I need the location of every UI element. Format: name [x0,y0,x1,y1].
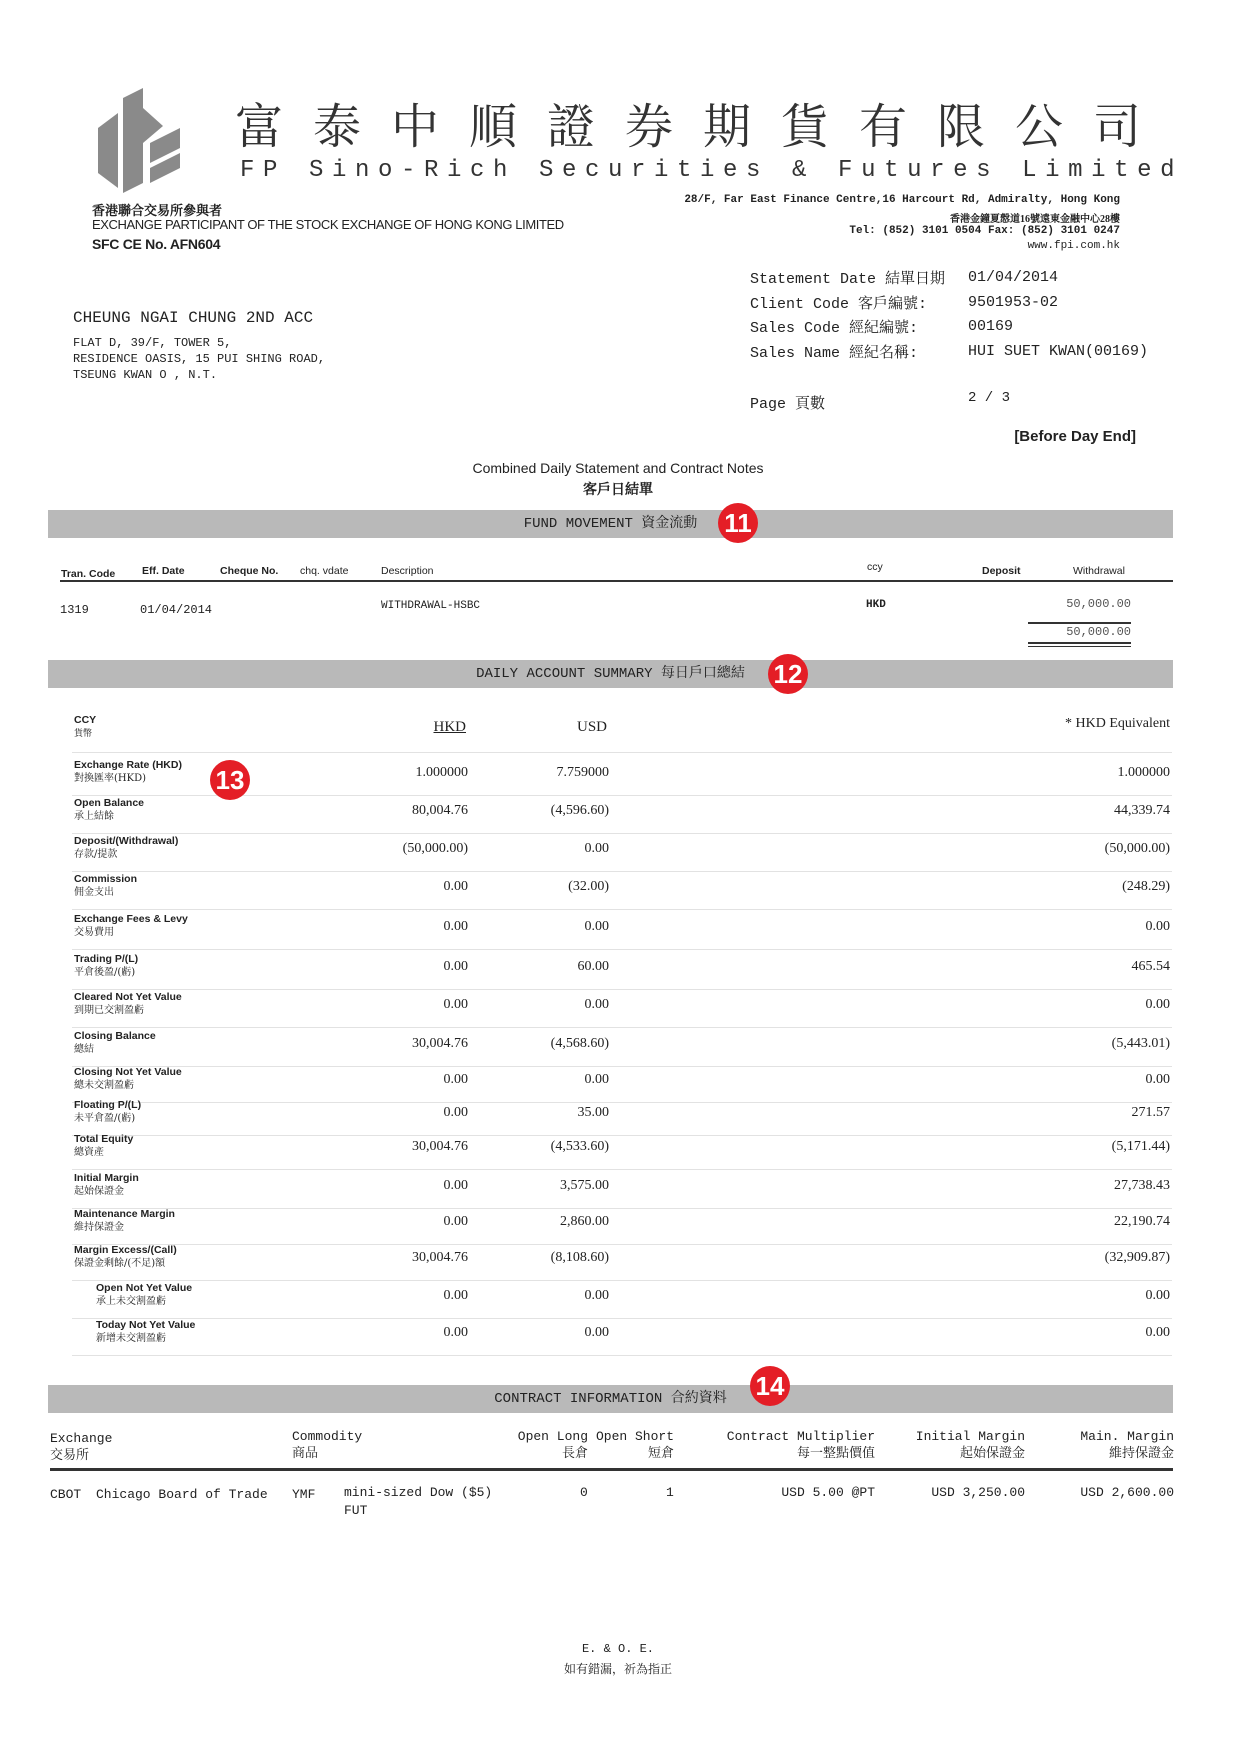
commodity-type: FUT [344,1503,368,1518]
commodity-code: YMF [292,1487,316,1502]
usd-value: 35.00 [577,1105,609,1120]
fund-movement-header [48,510,1173,538]
col-tran-code: Tran. Code [61,568,116,580]
row-label-zh: 存款/提款 [74,849,118,860]
statement-info-labels [750,268,945,366]
col-commodity [292,1428,362,1462]
row-label-en: Closing Balance [74,1030,156,1042]
usd-value: (8,108.60) [550,1250,609,1265]
row-label-zh: 交易費用 [74,927,114,938]
row-label-zh: 承上結餘 [74,811,114,822]
col-open-long [518,1428,588,1462]
col-main-margin [1080,1428,1174,1462]
col-description: Description [381,565,434,577]
col-eff-date: Eff. Date [142,565,185,577]
footer-eoe-zh: 如有錯漏，祈為指正 [563,1662,672,1676]
header-en: Open Long [517,1429,588,1444]
section-title: CONTRACT INFORMATION 合約資料 [494,1391,727,1407]
col-open-short [596,1428,674,1462]
usd-value: (4,568.60) [550,1036,609,1051]
hkd-value: 0.00 [443,1325,468,1340]
header-en: Open Short [595,1429,674,1444]
address-zh: 香港金鐘夏慤道16號遠東金融中心28樓 [950,214,1120,225]
usd-value: 7.759000 [556,765,609,780]
contract-info-header [48,1385,1173,1413]
row-label-zh: 保證金剩餘/(不足)額 [74,1258,166,1269]
divider [60,580,1173,582]
hkd-value: 0.00 [443,1288,468,1303]
annotation-badge: 13 [210,760,250,800]
summary-row [72,1170,1172,1209]
ccy-label [74,714,96,739]
document-title-zh: 客戶日結單 [583,481,653,497]
row-label [74,835,178,861]
hkd-equivalent-value: 465.54 [1131,959,1170,974]
hkd-equivalent-value: 0.00 [1145,1288,1170,1303]
sales-code-label: Sales Code 經紀編號: [750,320,919,337]
row-label-zh: 佣金支出 [74,887,114,898]
divider [1028,622,1131,624]
tran-code: 1319 [60,603,89,617]
row-label-zh: 未平倉盈/(虧) [74,1113,136,1124]
open-short: 1 [666,1485,674,1500]
row-label [74,873,137,899]
row-label [74,1133,133,1159]
hkd-value: (50,000.00) [402,841,468,856]
divider [72,752,1172,753]
header-zh: 交易所 [50,1448,90,1463]
row-label-en: Maintenance Margin [74,1208,175,1220]
row-label-en: Initial Margin [74,1172,139,1184]
hkd-equivalent-value: 0.00 [1145,919,1170,934]
header-en: Exchange [50,1431,113,1446]
row-label-en: Exchange Rate (HKD) [74,759,182,771]
summary-row [72,951,1172,990]
initial-margin: USD 3,250.00 [931,1485,1025,1500]
summary-row [72,911,1172,950]
col-initial-margin [916,1428,1025,1462]
row-label-en: Commission [74,873,138,885]
hkd-value: 80,004.76 [412,803,468,818]
address-line: RESIDENCE OASIS, 15 PUI SHING ROAD, [73,352,326,366]
col-contract-multiplier [727,1428,875,1462]
col-hkd: HKD [433,719,466,735]
hkd-value: 0.00 [443,1105,468,1120]
header-en: Initial Margin [915,1429,1025,1444]
footer-eoe: E. & O. E. [581,1642,654,1656]
hkd-equivalent-value: (248.29) [1122,879,1170,894]
hkd-value: 0.00 [443,1214,468,1229]
summary-row [72,989,1172,1028]
ccy-label-en: CCY [74,714,97,726]
usd-value: 0.00 [584,919,609,934]
sales-name: HUI SUET KWAN(00169) [968,342,1149,360]
daily-summary-header [48,660,1173,688]
summary-row [72,1131,1172,1170]
hkd-equivalent-value: 0.00 [1145,1325,1170,1340]
header-zh: 短倉 [647,1446,674,1461]
row-label [74,913,188,939]
section-title: FUND MOVEMENT 資金流動 [523,516,698,532]
section-title: DAILY ACCOUNT SUMMARY 每日戶口總結 [476,666,745,682]
row-label-zh: 平倉後盈/(虧) [74,967,136,978]
company-name-zh: 富泰中順證券期貨有限公司 [235,101,1172,154]
annotation-badge: 12 [768,654,808,694]
header-zh: 每一整點價值 [796,1446,875,1461]
divider [50,1468,1173,1471]
withdrawal-total: 50,000.00 [1066,625,1131,639]
hkd-value: 0.00 [443,1072,468,1087]
eff-date: 01/04/2014 [140,603,213,617]
row-label-en: Margin Excess/(Call) [74,1244,177,1256]
hkd-equivalent-value: 22,190.74 [1114,1214,1170,1229]
row-label-en: Total Equity [74,1133,134,1145]
summary-row [72,795,1172,834]
client-name: CHEUNG NGAI CHUNG 2ND ACC [73,309,314,327]
row-label [74,797,144,823]
row-label-en: Trading P/(L) [74,953,139,965]
row-label [74,1030,156,1056]
header-zh: 長倉 [561,1446,588,1461]
hkd-equivalent-value: 0.00 [1145,1072,1170,1087]
open-long: 0 [580,1485,588,1500]
row-label-zh: 到期已交割盈虧 [74,1005,144,1016]
hkd-equivalent-value: (5,443.01) [1111,1036,1170,1051]
client-code-label: Client Code 客戶編號: [750,295,928,313]
sales-name-label: Sales Name 經紀名稱: [750,344,919,362]
row-label-zh: 起始保證金 [74,1186,124,1197]
row-label-en: Today Not Yet Value [96,1319,196,1331]
header-zh: 起始保證金 [959,1446,1025,1461]
row-label [74,1172,139,1198]
summary-row [72,871,1172,910]
page-label: Page 頁數 [750,396,826,413]
company-logo [88,88,188,194]
col-hkd-equivalent: * HKD Equivalent [1065,716,1170,731]
header-en: Contract Multiplier [726,1429,875,1444]
usd-value: 3,575.00 [560,1178,609,1193]
sfc-number: SFC CE No. AFN604 [92,236,221,252]
row-label [74,953,138,979]
header-en: Commodity [292,1429,363,1444]
row-label [74,759,182,785]
usd-value: (32.00) [568,879,609,894]
participant-en: EXCHANGE PARTICIPANT OF THE STOCK EXCHANGE OF HONG KONG LIMITED [92,217,564,232]
hkd-value: 30,004.76 [412,1250,468,1265]
row-label [96,1319,195,1345]
summary-row [72,1028,1172,1067]
usd-value: 0.00 [584,841,609,856]
header-zh: 維持保證金 [1108,1446,1174,1461]
usd-value: 0.00 [584,1072,609,1087]
statement-date: 01/04/2014 [968,269,1059,286]
row-label-zh: 總未交割盈虧 [74,1080,134,1091]
statement-info-values [968,266,1148,364]
usd-value: 0.00 [584,997,609,1012]
row-label-en: Floating P/(L) [74,1099,142,1111]
statement-date-label: Statement Date 結單日期 [750,271,946,288]
col-usd: USD [576,719,607,735]
row-label-en: Open Not Yet Value [96,1282,193,1294]
col-cheque-no: Cheque No. [220,565,279,577]
usd-value: 2,860.00 [560,1214,609,1229]
header-zh: 商品 [292,1446,319,1461]
hkd-equivalent-value: (50,000.00) [1104,841,1170,856]
usd-value: 60.00 [577,959,609,974]
row-label [74,1208,175,1234]
usd-value: (4,596.60) [550,803,609,818]
main-margin: USD 2,600.00 [1080,1485,1174,1500]
withdrawal: 50,000.00 [1066,597,1131,611]
row-label-en: Closing Not Yet Value [74,1066,182,1078]
company-name-en: FP Sino-Rich Securities & Futures Limited [240,157,1184,184]
col-deposit: Deposit [982,565,1021,577]
col-exchange [50,1430,112,1464]
hkd-equivalent-value: (32,909.87) [1104,1250,1170,1265]
hkd-value: 0.00 [443,879,468,894]
hkd-value: 0.00 [443,959,468,974]
row-label [74,1244,177,1270]
row-label [74,1066,182,1092]
website: www.fpi.com.hk [1027,240,1120,252]
hkd-value: 0.00 [443,1178,468,1193]
status-label: [Before Day End] [1014,428,1136,445]
client-address [73,335,325,383]
summary-row [72,1206,1172,1245]
usd-value: 0.00 [584,1325,609,1340]
row-label [96,1282,192,1308]
col-withdrawal: Withdrawal [1073,565,1125,577]
summary-row [72,1317,1172,1356]
row-label-zh: 對換匯率(HKD) [74,773,147,784]
ccy: HKD [866,599,886,611]
hkd-value: 0.00 [443,919,468,934]
row-label-en: Open Balance [74,797,145,809]
tel-fax: Tel: (852) 3101 0504 Fax: (852) 3101 0247 [849,225,1120,237]
row-label-zh: 總結 [74,1044,94,1055]
hkd-equivalent-value: (5,171.44) [1111,1139,1170,1154]
participant-zh: 香港聯合交易所參與者 [92,203,223,218]
double-underline [1028,642,1131,647]
row-label [74,991,182,1017]
annotation-badge: 14 [750,1366,790,1406]
hkd-value: 1.000000 [415,765,468,780]
usd-value: (4,533.60) [550,1139,609,1154]
row-label-zh: 維持保證金 [74,1222,124,1233]
contract-multiplier: USD 5.00 @PT [781,1485,875,1500]
hkd-value: 0.00 [443,997,468,1012]
hkd-equivalent-value: 27,738.43 [1114,1178,1170,1193]
client-code: 9501953-02 [968,293,1059,311]
hkd-value: 30,004.76 [412,1139,468,1154]
annotation-badge: 11 [718,503,758,543]
usd-value: 0.00 [584,1288,609,1303]
row-label-en: Cleared Not Yet Value [74,991,182,1003]
address-en: 28/F, Far East Finance Centre,16 Harcourt Rd, Admiralty, Hong Kong [684,194,1120,206]
hkd-value: 30,004.76 [412,1036,468,1051]
header-en: Main. Margin [1080,1429,1174,1444]
sales-code: 00169 [968,318,1014,335]
col-chq-vdate: chq. vdate [300,565,349,577]
hkd-equivalent-value: 44,339.74 [1114,803,1170,818]
page-number: 2 / 3 [968,390,1011,406]
hkd-equivalent-value: 271.57 [1131,1105,1170,1120]
row-label [74,1099,141,1125]
row-label-en: Deposit/(Withdrawal) [74,835,179,847]
exchange-code: CBOT [50,1487,82,1502]
summary-row [72,833,1172,872]
ccy-label-zh: 貨幣 [74,728,93,738]
address-line: FLAT D, 39/F, TOWER 5, [73,336,232,350]
row-label-zh: 新增未交割盈虧 [96,1333,166,1344]
hkd-equivalent-value: 0.00 [1145,997,1170,1012]
exchange-name: Chicago Board of Trade [96,1487,268,1502]
col-ccy: ccy [867,561,883,573]
row-label-en: Exchange Fees & Levy [74,913,188,925]
address-line: TSEUNG KWAN O , N.T. [73,368,218,382]
document-title: Combined Daily Statement and Contract Notes [472,460,764,476]
row-label-zh: 總資產 [74,1147,104,1158]
commodity-name: mini-sized Dow ($5) [344,1485,493,1500]
hkd-equivalent-value: 1.000000 [1117,765,1170,780]
summary-row [72,1242,1172,1281]
row-label-zh: 承上未交割盈虧 [96,1296,166,1307]
summary-row [72,1280,1172,1319]
description: WITHDRAWAL-HSBC [381,600,481,612]
